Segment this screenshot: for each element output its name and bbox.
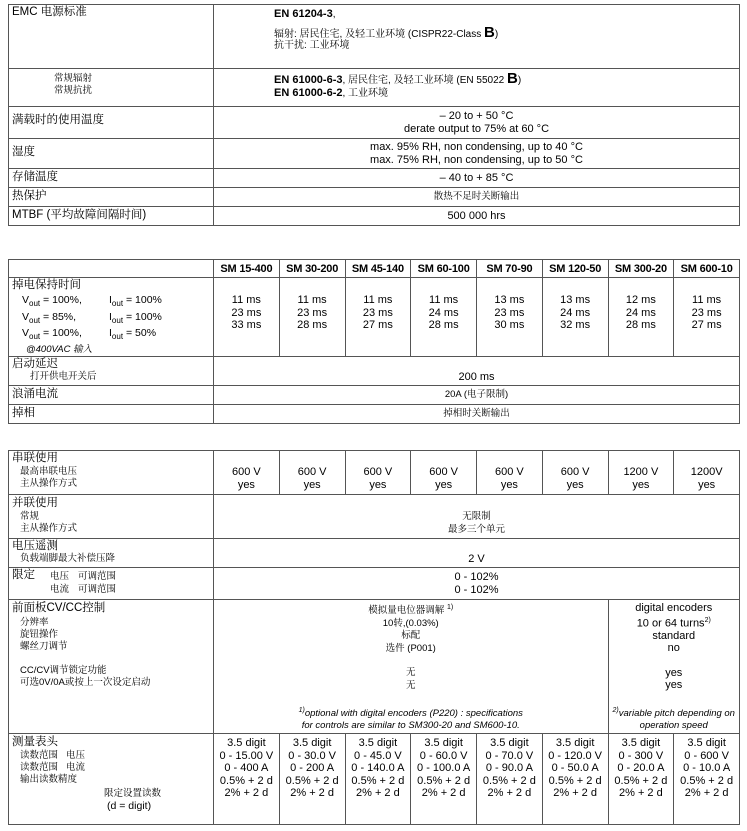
generic-emission-std: EN 61000-6-3 (274, 74, 343, 86)
holdup-values: 11 ms 24 ms 28 ms (411, 278, 477, 357)
series-values: 600 V yes (411, 451, 477, 495)
emc-emission-close: ) (494, 28, 499, 40)
model-header: SM 70-90 (477, 260, 543, 278)
model-header: SM 15-400 (214, 260, 280, 278)
parallel-label: 并联使用 (12, 497, 58, 509)
mtbf-value: 500 000 hrs (214, 207, 740, 226)
front-analog-val: 10转,(0.03%) (382, 617, 439, 629)
front-cell (9, 600, 214, 734)
humidity-line2: max. 75% RH, non condensing, up to 50 °C (370, 153, 583, 166)
model-header: SM 30-200 (279, 260, 345, 278)
limit-val2: 0 - 102% (454, 583, 499, 596)
series-values: 600 V yes (542, 451, 608, 495)
front-sub: 螺丝刀调节 (20, 641, 68, 652)
series-values: 600 V yes (279, 451, 345, 495)
sense-value: 2 V (214, 539, 740, 568)
holdup-cond-row: $V_{out} = 100\%$, $I_{out} = 50\%$ (22, 327, 157, 342)
generic-immunity-label: 常规抗扰 (54, 85, 93, 96)
holdup-cell (9, 278, 214, 357)
parallel-sub2: 主从操作方式 (20, 523, 78, 534)
front-analog: 模拟量电位器调解 $^{1)}$ 10转,(0.03%) 标配 选件 (P001) 无 无 $^{1)}$optional with digital encoders (P220) : specifications for controls are similar to SM300-20 and SM600-10. (214, 600, 609, 734)
front-digital-val: yes (665, 666, 683, 679)
front-analog-note: $^{1)}$optional with digital encoders (P220) : specifications (298, 707, 523, 720)
meter-values: 3.5 digit 0 - 600 V 0 - 10.0 A 0.5% + 2 d 2% + 2 d (674, 734, 740, 825)
meter-values: 3.5 digit 0 - 60.0 V 0 - 100.0 A 0.5% + 2 d 2% + 2 d (411, 734, 477, 825)
thermal-value: 散热不足时关断输出 (214, 188, 740, 207)
generic-immunity-text: , 工业环境 (342, 88, 389, 99)
holdup-values: 11 ms 23 ms 27 ms (674, 278, 740, 357)
model-header: SM 120-50 (542, 260, 608, 278)
control-spec-table (8, 450, 740, 825)
front-analog-val: 无 (405, 667, 416, 679)
front-analog-val: 无 (405, 679, 416, 691)
holdup-values: 11 ms 23 ms 33 ms (214, 278, 280, 357)
meter-values: 3.5 digit 0 - 120.0 V 0 - 50.0 A 0.5% + 2 d 2% + 2 d (542, 734, 608, 825)
general-spec-table (8, 4, 740, 226)
parallel-val2: 最多三个单元 (447, 524, 505, 535)
parallel-sub1: 常规 (20, 511, 40, 522)
series-sub1: 最高串联电压 (20, 466, 78, 477)
meter-values: 3.5 digit 0 - 30.0 V 0 - 200 A 0.5% + 2 d 2% + 2 d (279, 734, 345, 825)
storage-label: 存储温度 (9, 169, 214, 188)
humidity-value (214, 139, 740, 169)
limit-cell (9, 568, 214, 600)
series-sub2: 主从操作方式 (20, 478, 78, 489)
phase-label: 掉相 (9, 404, 214, 423)
front-sub: 分辨率 (20, 617, 49, 628)
humidity-label: 湿度 (9, 139, 214, 169)
meter-values: 3.5 digit 0 - 300 V 0 - 20.0 A 0.5% + 2 d 2% + 2 d (608, 734, 674, 825)
parallel-values (214, 495, 740, 539)
generic-emission-class: B (506, 70, 518, 87)
generic-emission-label: 常规辐射 (54, 73, 93, 84)
startup-cell (9, 356, 214, 385)
series-values: 1200V yes (674, 451, 740, 495)
parallel-val1: 无限制 (462, 511, 491, 522)
meter-sub5: (d = digit) (107, 800, 152, 812)
front-digital-val: 10 or 64 turns (636, 617, 705, 630)
phase-value: 掉相时关断输出 (214, 404, 740, 423)
inrush-value: 20A (电子限制) (214, 385, 740, 404)
meter-values: 3.5 digit 0 - 15.00 V 0 - 400 A 0.5% + 2 d 2% + 2 d (214, 734, 280, 825)
humidity-line1: max. 95% RH, non condensing, up to 40 °C (370, 141, 583, 153)
model-header: SM 60-100 (411, 260, 477, 278)
holdup-values: 13 ms 24 ms 32 ms (542, 278, 608, 357)
series-values: 1200 V yes (608, 451, 674, 495)
holdup-label: 掉电保持时间 (12, 279, 81, 291)
front-digital-val: yes (665, 679, 683, 692)
thermal-label: 热保护 (9, 188, 214, 207)
parallel-cell (9, 495, 214, 539)
emc-class: B (484, 23, 495, 41)
holdup-note: @400VAC 输入 (26, 343, 93, 355)
series-label: 串联使用 (12, 452, 58, 464)
holdup-spec-table (8, 259, 740, 424)
front-sub: CC/CV调节锁定功能 (20, 665, 107, 676)
generic-values (214, 69, 740, 107)
front-label: 前面板CV/CC控制 (12, 602, 106, 614)
generic-emission-close: ) (517, 75, 522, 86)
front-digital-title: digital encoders (635, 602, 713, 614)
emc-std: EN 61204-3 (274, 8, 333, 20)
front-sub: 可选0V/0A或按上一次设定启动 (20, 677, 151, 688)
startup-value: 200 ms (214, 356, 740, 385)
sense-sub: 负载端脚最大补偿压降 (20, 553, 116, 564)
front-sub: 旋钮操作 (20, 629, 59, 640)
meter-label: 测量表头 (12, 736, 58, 748)
holdup-values: 13 ms 23 ms 30 ms (477, 278, 543, 357)
emc-cell (9, 5, 214, 69)
generic-labels (9, 69, 214, 107)
startup-label: 启动延迟 (12, 357, 58, 370)
front-digital-note: operation speed (639, 719, 708, 731)
front-analog-title: 模拟量电位器调解 (368, 605, 445, 617)
meter-sub4: 限定设置读数 (104, 788, 162, 799)
generic-emission-text: , 居民住宅, 及轻工业环境 (EN 55022 (342, 75, 507, 86)
inrush-label: 浪涌电流 (9, 385, 214, 404)
meter-values: 3.5 digit 0 - 70.0 V 0 - 90.0 A 0.5% + 2 d 2% + 2 d (477, 734, 543, 825)
front-digital-note: $^{2)}$variable pitch depending on (612, 706, 735, 719)
front-digital-val: no (667, 642, 680, 655)
holdup-values: 12 ms 24 ms 28 ms (608, 278, 674, 357)
holdup-values: 11 ms 23 ms 28 ms (279, 278, 345, 357)
temp-line1: – 20 to + 50 °C (439, 110, 514, 122)
meter-sub2a: 读数范围 (20, 762, 59, 773)
emc-emission: 辐射: 居民住宅, 及轻工业环境 (CISPR22-Class (274, 28, 485, 40)
meter-sub1b: 电压 (66, 750, 86, 761)
front-analog-note: for controls are similar to SM300-20 and SM600-10. (301, 720, 520, 732)
sense-cell (9, 539, 214, 568)
emc-values (214, 5, 740, 69)
emc-immunity: 抗干扰: 工业环境 (274, 40, 350, 51)
model-header: SM 300-20 (608, 260, 674, 278)
series-cell (9, 451, 214, 495)
limit-sub2b: 可调范围 (78, 583, 117, 595)
model-header: SM 600-10 (674, 260, 740, 278)
meter-sub2b: 电流 (66, 762, 86, 773)
limit-values (214, 568, 740, 600)
temp-line2: derate output to 75% at 60 °C (403, 122, 550, 135)
temp-value (214, 107, 740, 139)
t2-corner (9, 260, 214, 278)
front-digital-val: standard (652, 629, 696, 642)
front-digital: digital encoders 10 or 64 turns$^{2)}$ standard no yes yes $^{2)}$variable pitch depending on operation speed (608, 600, 740, 734)
meter-cell (9, 734, 214, 825)
limit-label: 限定 (12, 569, 35, 581)
sense-label: 电压遥测 (12, 540, 58, 552)
emc-std-suffix: , (332, 9, 336, 20)
meter-sub3: 输出读数精度 (20, 774, 78, 785)
limit-sub2a: 电流 (50, 583, 70, 595)
front-analog-val: 选件 (P001) (385, 642, 436, 654)
startup-sub: 打开供电开关后 (30, 370, 97, 382)
series-values: 600 V yes (345, 451, 411, 495)
mtbf-label: MTBF (平均故障间隔时间) (9, 207, 214, 226)
limit-sub1a: 电压 (50, 571, 70, 582)
holdup-cond-row: $V_{out} = 100\%$, $I_{out} = 100\%$ (22, 294, 162, 309)
model-header: SM 45-140 (345, 260, 411, 278)
limit-sub1b: 可调范围 (78, 571, 117, 582)
front-analog-val: 标配 (401, 630, 421, 642)
limit-val1: 0 - 102% (454, 571, 499, 583)
temp-label: 满载时的使用温度 (9, 107, 214, 139)
storage-value: – 40 to + 85 °C (214, 169, 740, 188)
holdup-values: 11 ms 23 ms 27 ms (345, 278, 411, 357)
holdup-cond-row: $V_{out} = 85\%$, $I_{out} = 100\%$ (22, 310, 162, 325)
generic-immunity-std: EN 61000-6-2 (274, 87, 343, 99)
meter-values: 3.5 digit 0 - 45.0 V 0 - 140.0 A 0.5% + 2 d 2% + 2 d (345, 734, 411, 825)
series-values: 600 V yes (477, 451, 543, 495)
emc-label: EMC 电源标准 (12, 6, 87, 18)
series-values: 600 V yes (214, 451, 280, 495)
meter-sub1a: 读数范围 (20, 750, 59, 761)
